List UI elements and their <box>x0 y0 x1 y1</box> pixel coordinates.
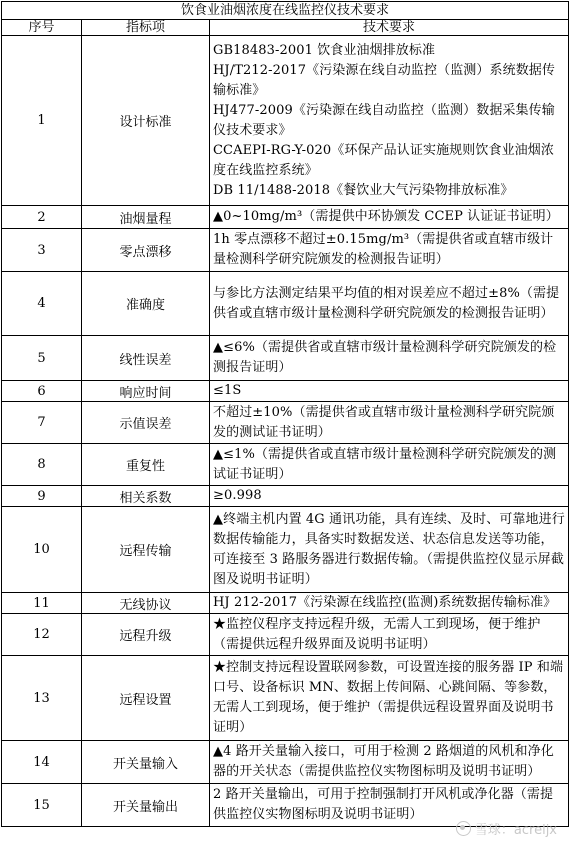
row-indicator: 远程升级 <box>82 614 210 656</box>
row-requirement <box>210 507 569 593</box>
table-row <box>2 272 569 336</box>
requirement-line: GB18483-2001 饮食业油烟排放标准 <box>213 42 436 58</box>
row-number: 4 <box>2 272 82 336</box>
row-requirement <box>210 593 569 614</box>
table-row <box>2 381 569 402</box>
table-title: 饮食业油烟浓度在线监控仪技术要求 <box>2 2 569 20</box>
requirement-line: ▲≤6%（需提供省或直辖市级计量检测科学研究院颁发的检测报告证明） <box>213 340 557 375</box>
table-row <box>2 36 569 206</box>
row-number: 1 <box>2 36 82 206</box>
requirement-line: 1h 零点漂移不超过±0.15mg/m³（需提供省或直辖市级计量检测科学研究院颁发的检测报告证明） <box>213 232 554 267</box>
requirement-line: 与参比方法测定结果平均值的相对误差应不超过±8%（需提供省或直辖市级计量检测科学研究院颁发的检测报告证明） <box>213 285 560 321</box>
requirement-line: HJ 212-2017《污染源在线监控(监测)系统数据传输标准》 <box>213 595 557 610</box>
requirement-line: ▲≤1%（需提供省或直辖市级计量检测科学研究院颁发的测试证书证明） <box>213 446 557 482</box>
row-indicator: 开关量输入 <box>82 741 210 784</box>
requirement-line: 2 路开关量输出，可用于控制强制打开风机或净化器（需提供监控仪实物图标明及说明书证明） <box>213 787 554 822</box>
row-indicator: 开关量输出 <box>82 784 210 827</box>
row-number: 13 <box>2 656 82 741</box>
row-requirement <box>210 741 569 784</box>
row-number: 2 <box>2 206 82 229</box>
row-requirement <box>210 444 569 486</box>
requirement-line: CCAEPI-RG-Y-020《环保产品认证实施规则饮食业油烟浓度在线监控系统》 <box>213 142 554 178</box>
row-requirement <box>210 206 569 229</box>
row-requirement <box>210 614 569 656</box>
spec-table <box>1 1 569 827</box>
table-title-row <box>2 2 569 20</box>
header-requirement: 技术要求 <box>210 20 569 36</box>
row-requirement <box>210 336 569 381</box>
requirement-line: ≥0.998 <box>213 488 262 503</box>
table-row <box>2 486 569 507</box>
table-row <box>2 229 569 272</box>
table-row <box>2 206 569 229</box>
table-row <box>2 336 569 381</box>
row-requirement <box>210 272 569 336</box>
row-number: 11 <box>2 593 82 614</box>
row-number: 3 <box>2 229 82 272</box>
row-indicator: 线性误差 <box>82 336 210 381</box>
row-requirement <box>210 229 569 272</box>
table-row <box>2 614 569 656</box>
row-indicator: 准确度 <box>82 272 210 336</box>
row-indicator: 响应时间 <box>82 381 210 402</box>
snowball-logo-icon <box>456 821 471 836</box>
row-number: 5 <box>2 336 82 381</box>
row-indicator: 油烟量程 <box>82 206 210 229</box>
table-row <box>2 593 569 614</box>
table-row <box>2 444 569 486</box>
row-requirement <box>210 381 569 402</box>
row-number: 9 <box>2 486 82 507</box>
watermark <box>456 819 557 838</box>
header-no: 序号 <box>2 20 82 36</box>
row-requirement <box>210 36 569 206</box>
row-indicator: 示值误差 <box>82 402 210 444</box>
row-number: 7 <box>2 402 82 444</box>
table-row <box>2 507 569 593</box>
requirement-line: HJ477-2009《污染源在线自动监控（监测）数据采集传输仪技术要求》 <box>213 102 555 138</box>
requirement-line: ≤1S <box>213 383 242 398</box>
requirement-line: ▲终端主机内置 4G 通讯功能，具有连续、及时、可靠地进行数据传输能力，具备实时数据发送、状态信息发送等功能，可连接至 3 路服务器进行数据传输。（需提供监控仪显示屏截图及说明书证明） <box>213 511 565 587</box>
row-indicator: 远程设置 <box>82 656 210 741</box>
row-number: 14 <box>2 741 82 784</box>
row-indicator: 远程传输 <box>82 507 210 593</box>
row-requirement <box>210 486 569 507</box>
row-number: 10 <box>2 507 82 593</box>
row-requirement <box>210 656 569 741</box>
row-number: 12 <box>2 614 82 656</box>
requirement-line: 不超过±10%（需提供省或直辖市级计量检测科学研究院颁发的测试证书证明） <box>213 404 555 440</box>
row-number: 15 <box>2 784 82 827</box>
requirement-line: ★监控仪程序支持远程升级，无需人工到现场，便于维护（需提供远程升级界面及说明书证明） <box>213 616 541 652</box>
watermark-text: 雪球：acreljx <box>474 823 557 838</box>
row-number: 6 <box>2 381 82 402</box>
row-indicator: 零点漂移 <box>82 229 210 272</box>
requirement-line: HJ/T212-2017《污染源在线自动监控（监测）系统数据传输标准》 <box>213 62 555 98</box>
table-row <box>2 656 569 741</box>
row-indicator: 设计标准 <box>82 36 210 206</box>
row-requirement <box>210 402 569 444</box>
header-row <box>2 20 569 36</box>
header-item: 指标项 <box>82 20 210 36</box>
requirement-line: ▲4 路开关量输入接口，可用于检测 2 路烟道的风机和净化器的开关状态（需提供监控仪实物图标明及说明书证明） <box>213 744 554 779</box>
table-row <box>2 741 569 784</box>
row-indicator: 无线协议 <box>82 593 210 614</box>
requirement-line: ★控制支持远程设置联网参数，可设置连接的服务器 IP 和端口号、设备标识 MN、数据上传间隔、心跳间隔、等参数，无需人工到现场，便于维护（需提供远程设置界面及说明书证明） <box>213 660 564 735</box>
requirement-line: ▲0~10mg/m³（需提供中环协颁发 CCEP 认证证书证明） <box>213 209 559 224</box>
table-row <box>2 402 569 444</box>
row-number: 8 <box>2 444 82 486</box>
requirement-line: DB 11/1488-2018《餐饮业大气污染物排放标准》 <box>213 182 514 198</box>
row-indicator: 重复性 <box>82 444 210 486</box>
row-indicator: 相关系数 <box>82 486 210 507</box>
